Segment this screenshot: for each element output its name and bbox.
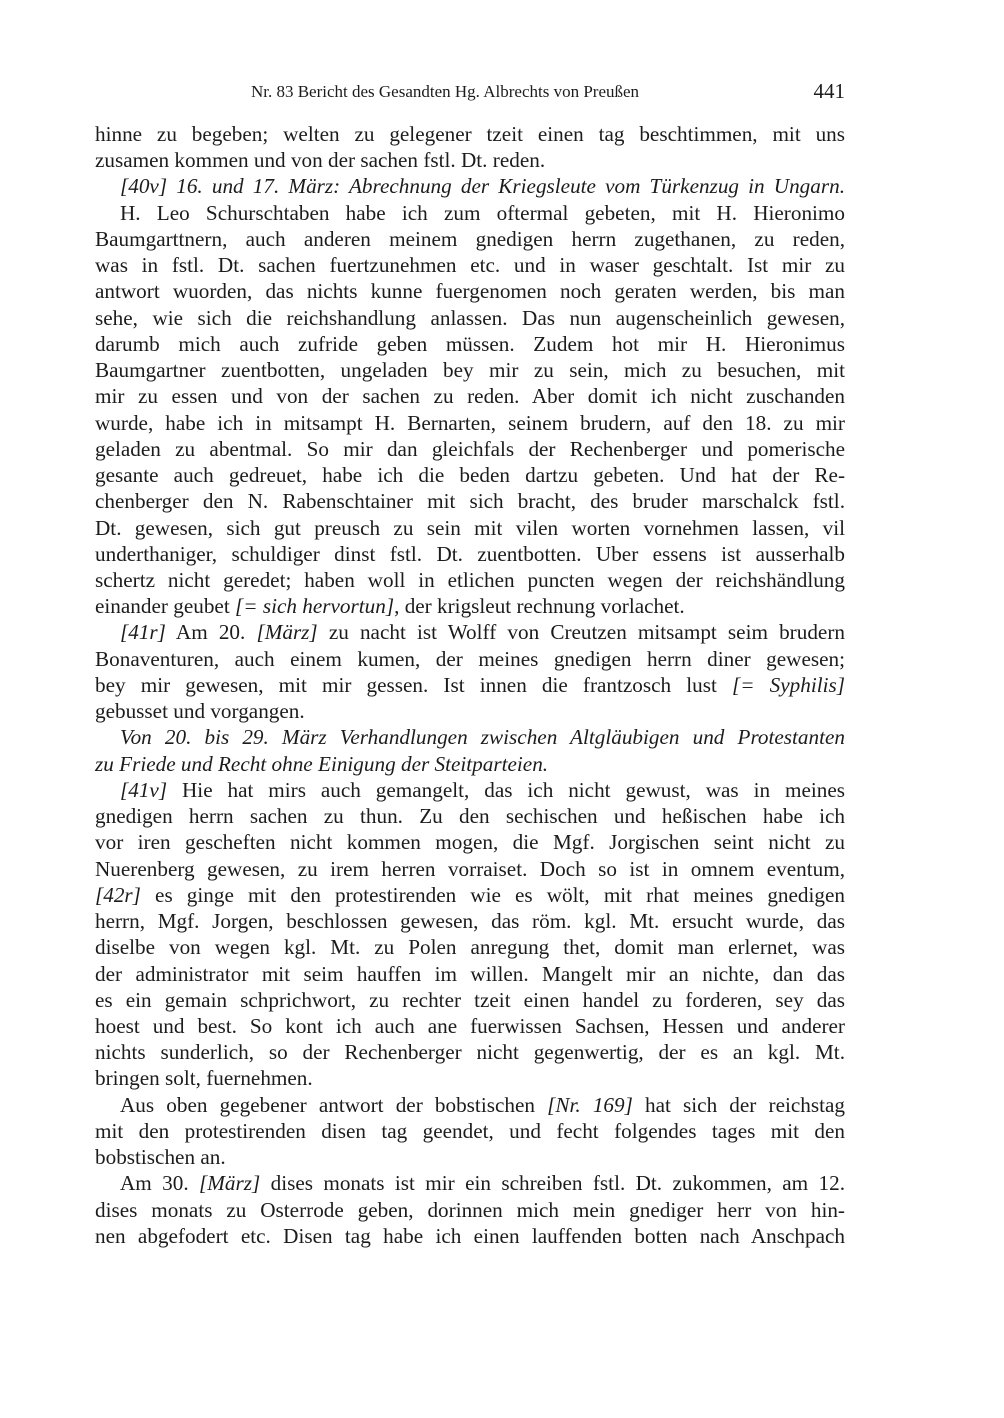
- text-segment: mit den protestirenden disen tag geendet, und fecht folgendes tages mit den: [95, 1118, 845, 1143]
- text-line: [95, 200, 845, 226]
- text-segment: Hie hat mirs auch gemangelt, das ich nicht gewust, was in meines: [167, 777, 845, 802]
- text-segment: gnedigen herrn sachen zu thun. Zu den sechischen und heßischen habe ich: [95, 804, 845, 829]
- text-segment: underthaniger, schuldiger dinst fstl. Dt. zuentbotten. Uber essens ist ausserhalb: [95, 541, 845, 566]
- text-segment: dises monats ist mir ein schreiben fstl. Dt. zukommen, am 12.: [260, 1171, 846, 1196]
- editorial-note: zu Friede und Recht ohne Einigung der Steitparteien.: [95, 751, 549, 776]
- text-line: [95, 1170, 845, 1196]
- text-line: [95, 672, 845, 698]
- text-line: [95, 410, 845, 436]
- text-line: [95, 567, 845, 593]
- text-line: [95, 541, 845, 567]
- text-segment: was in fstl. Dt. sachen fuertzunehmen etc. und in waser geschtalt. Ist mir zu: [95, 253, 845, 278]
- editorial-note: [März]: [199, 1171, 261, 1196]
- text-segment: Baumgarttnern, auch anderen meinem gnedigen herrn zugethanen, zu reden,: [95, 226, 845, 251]
- editorial-note: [Nr. 169]: [547, 1092, 633, 1117]
- text-segment: vor iren gescheften nicht kommen mogen, die Mgf. Jorgischen seint nicht zu: [95, 830, 845, 855]
- text-line: [95, 803, 845, 829]
- text-line: [95, 436, 845, 462]
- text-line: [95, 383, 845, 409]
- text-line: [95, 987, 845, 1013]
- text-segment: hinne zu begeben; welten zu gelegener tzeit einen tag beschtimmen, mit uns: [95, 122, 845, 146]
- text-line: [95, 1013, 845, 1039]
- text-line: [95, 1039, 845, 1065]
- editorial-note: [41r]: [120, 620, 166, 645]
- text-line: [95, 147, 845, 173]
- text-line: [95, 619, 845, 645]
- text-segment: Nuerenberg gewesen, zu irem herren vorraiset. Doch so ist in omnem eventum,: [95, 856, 845, 881]
- text-line: [95, 1092, 845, 1118]
- text-segment: hat sich der reichstag: [632, 1092, 845, 1117]
- text-segment: bey mir gewesen, mit mir gessen. Ist innen die frantzosch lust: [95, 672, 732, 697]
- text-segment: bringen solt, fuernehmen.: [95, 1066, 313, 1091]
- text-line: [95, 331, 845, 357]
- text-segment: Aus oben gegebener antwort der bobstischen: [120, 1092, 548, 1117]
- editorial-note: [März]: [256, 620, 318, 645]
- text-segment: nen abgefodert etc. Disen tag habe ich einen lauffenden botten nach Anschpach: [95, 1223, 845, 1248]
- text-segment: wurde, habe ich in mitsampt H. Bernarten, seinem brudern, auf den 18. zu mir: [95, 410, 845, 435]
- text-segment: diselbe von wegen kgl. Mt. zu Polen anregung thet, domit man erlernet, was: [95, 935, 845, 960]
- editorial-note: Von 20. bis 29. März Verhandlungen zwischen Altgläubigen und Protestanten: [120, 725, 845, 750]
- text-line: [95, 934, 845, 960]
- text-line: [95, 305, 845, 331]
- editorial-note: [41v]: [120, 777, 168, 802]
- text-segment: bobstischen an.: [95, 1145, 226, 1170]
- editorial-note: [= sich hervortun]: [235, 594, 395, 619]
- text-line: [95, 252, 845, 278]
- text-line: [95, 1197, 845, 1223]
- text-segment: zusamen kommen und von der sachen fstl. Dt. reden.: [95, 148, 546, 173]
- text-segment: Am 30.: [120, 1171, 199, 1196]
- text-segment: sehe, wie sich die reichshandlung anlassen. Das nun augenscheinlich gewesen,: [95, 305, 845, 330]
- text-line: [95, 646, 845, 672]
- text-segment: nichts sunderlich, so der Rechenberger nicht gegenwertig, der es an kgl. Mt.: [95, 1040, 845, 1065]
- text-segment: mir zu essen und von der sachen zu reden. Aber domit ich nicht zuschanden: [95, 384, 845, 409]
- text-line: [95, 908, 845, 934]
- text-segment: schertz nicht geredet; haben woll in etlichen puncten wegen der reichshändlung: [95, 567, 845, 592]
- text-line: [95, 856, 845, 882]
- body-text: [95, 121, 845, 1249]
- text-line: [95, 1118, 845, 1144]
- text-segment: Dt. gewesen, sich gut preusch zu sein mit vilen worten vornehmen lassen, vil: [95, 515, 845, 540]
- text-line: [95, 121, 845, 147]
- text-segment: dises monats zu Osterrode geben, dorinnen mich mein gnediger herr von hin-: [95, 1197, 845, 1222]
- text-segment: gesante auch gedreuet, habe ich die beden dartzu gebeten. Und hat der Re-: [95, 463, 845, 488]
- text-line: [95, 462, 845, 488]
- editorial-note: [40v] 16. und 17. März: Abrechnung der Kriegsleute vom Türkenzug in Ungarn.: [120, 174, 845, 199]
- text-segment: der administrator mit seim hauffen im willen. Mangelt mir an nichte, dan das: [95, 961, 845, 986]
- text-segment: geladen zu abentmal. So mir dan gleichfals der Rechenberger und pomerische: [95, 436, 845, 461]
- text-segment: darumb mich auch zufride geben müssen. Zudem hot mir H. Hieronimus: [95, 331, 845, 356]
- text-segment: herrn, Mgf. Jorgen, beschlossen gewesen, das röm. kgl. Mt. ersucht wurde, das: [95, 909, 845, 934]
- text-line: [95, 1223, 845, 1249]
- editorial-note: [= Syphilis]: [731, 672, 845, 697]
- text-segment: Baumgartner zuentbotten, ungeladen bey mir zu sein, mich zu besuchen, mit: [95, 358, 845, 383]
- text-line: [95, 173, 845, 199]
- text-line: [95, 278, 845, 304]
- text-segment: antwort wuorden, das nichts kunne fuergenomen noch geraten werden, bis man: [95, 279, 845, 304]
- text-segment: chenberger den N. Rabenschtainer mit sich bracht, des bruder marschalck fstl.: [95, 489, 845, 514]
- text-segment: es ginge mit den protestirenden wie es wölt, mit rhat meines gnedigen: [140, 882, 845, 907]
- text-segment: es ein gemain schprichwort, zu rechter tzeit einen handel zu forderen, sey das: [95, 987, 845, 1012]
- running-head: [95, 79, 845, 105]
- page-number: 441: [813, 79, 845, 103]
- text-line: [95, 829, 845, 855]
- text-line: [95, 698, 845, 724]
- text-line: [95, 724, 845, 750]
- text-segment: zu nacht ist Wolff von Creutzen mitsampt seim brudern: [317, 620, 845, 645]
- text-line: [95, 357, 845, 383]
- text-segment: , der krigsleut rechnung vorlachet.: [394, 594, 685, 619]
- text-line: [95, 882, 845, 908]
- text-line: [95, 751, 845, 777]
- text-segment: gebusset und vorgangen.: [95, 699, 305, 724]
- editorial-note: [42r]: [95, 882, 141, 907]
- text-line: [95, 777, 845, 803]
- text-segment: einander geubet: [95, 594, 236, 619]
- text-line: [95, 593, 845, 619]
- text-line: [95, 488, 845, 514]
- text-segment: H. Leo Schurschtaben habe ich zum oftermal gebeten, mit H. Hieronimo: [120, 200, 845, 225]
- text-line: [95, 1065, 845, 1091]
- text-segment: hoest und best. So kont ich auch ane fuerwissen Sachsen, Hessen und anderer: [95, 1013, 845, 1038]
- running-title: Nr. 83 Bericht des Gesandten Hg. Albrechts von Preußen: [250, 82, 640, 101]
- text-segment: Bonaventuren, auch einem kumen, der meines gnedigen herrn diner gewesen;: [95, 646, 845, 671]
- text-line: [95, 515, 845, 541]
- text-line: [95, 961, 845, 987]
- text-segment: Am 20.: [165, 620, 257, 645]
- text-line: [95, 1144, 845, 1170]
- text-line: [95, 226, 845, 252]
